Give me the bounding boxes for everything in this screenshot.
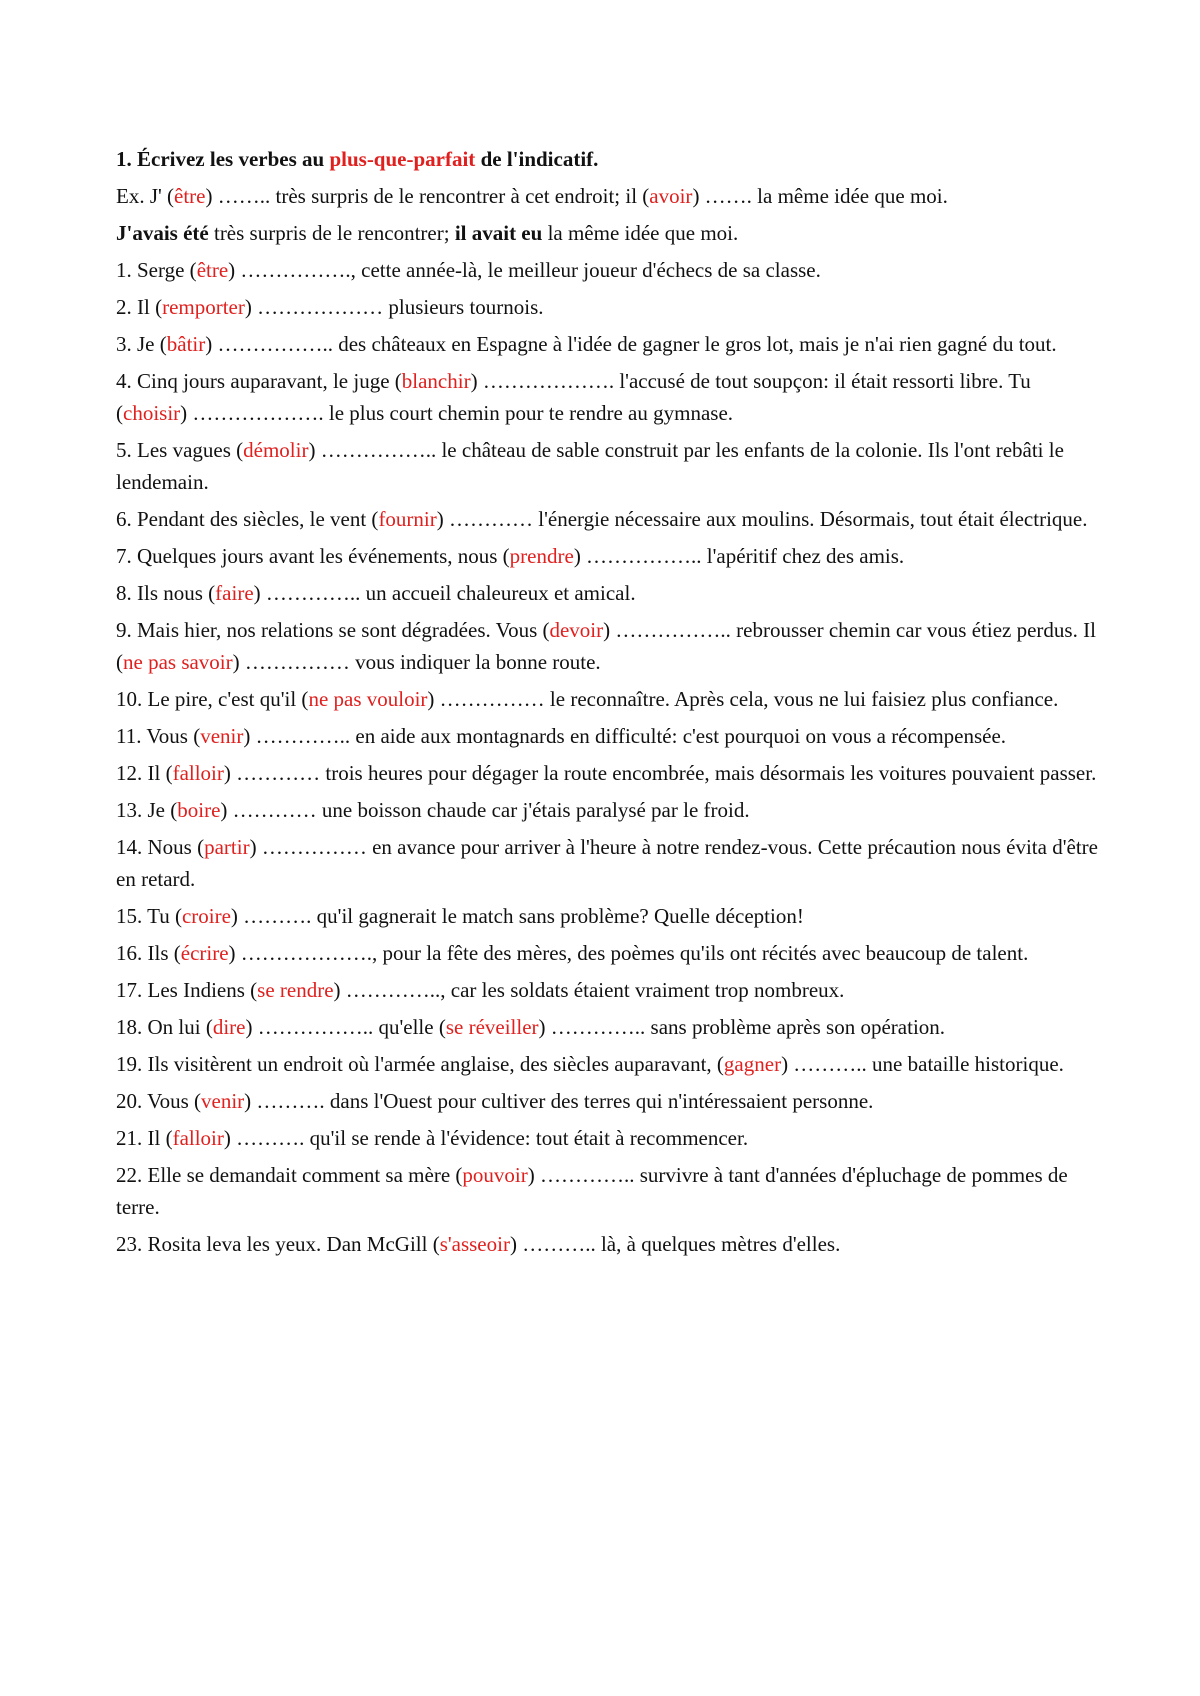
example-answer: [116, 217, 1106, 249]
sentence-text: 19. Ils visitèrent un endroit où l'armée anglaise, des siècles auparavant, (: [116, 1052, 724, 1076]
exercise-item: [116, 328, 1106, 360]
sentence-text: Ex. J' (: [116, 184, 175, 208]
verb-infinitive: dire: [212, 1015, 246, 1039]
sentence-text: 6. Pendant des siècles, le vent (: [116, 507, 379, 531]
sentence-text: 1. Serge (: [116, 258, 197, 282]
answer-text: il avait eu: [454, 221, 543, 245]
verb-infinitive: se réveiller: [445, 1015, 539, 1039]
verb-infinitive: être: [196, 258, 229, 282]
exercise-item: [116, 1228, 1106, 1260]
sentence-text: ) ………….. un accueil chaleureux et amical.: [253, 581, 636, 605]
sentence-text: ) ……….. une bataille historique.: [781, 1052, 1064, 1076]
sentence-text: ) ……………., cette année-là, le meilleur joueur d'échecs de sa classe.: [228, 258, 821, 282]
exercise-item: [116, 365, 1106, 429]
sentence-text: ) ………… l'énergie nécessaire aux moulins. Désormais, tout était électrique.: [436, 507, 1088, 531]
verb-infinitive: devoir: [549, 618, 604, 642]
sentence-text: ) ………. qu'il se rende à l'évidence: tout était à recommencer.: [223, 1126, 749, 1150]
sentence-text: 12. Il (: [116, 761, 173, 785]
verb-infinitive: fournir: [378, 507, 437, 531]
exercise-content: [116, 143, 1106, 1265]
exercise-item: [116, 683, 1106, 715]
sentence-text: ) …………….. rebrousser chemin car vous étiez perdus. Il (: [116, 618, 1096, 674]
sentence-text: 8. Ils nous (: [116, 581, 216, 605]
verb-infinitive: pouvoir: [462, 1163, 528, 1187]
verb-infinitive: partir: [204, 835, 250, 859]
sentence-text: ) ………… une boisson chaude car j'étais paralysé par le froid.: [220, 798, 750, 822]
exercise-items: [116, 254, 1106, 1260]
sentence-text: ) ………………., pour la fête des mères, des poèmes qu'ils ont récités avec beaucoup de talent.: [228, 941, 1029, 965]
sentence-text: ) ………….., car les soldats étaient vraiment trop nombreux.: [333, 978, 845, 1002]
sentence-text: 10. Le pire, c'est qu'il (: [116, 687, 309, 711]
verb-infinitive: bâtir: [166, 332, 206, 356]
sentence-text: 22. Elle se demandait comment sa mère (: [116, 1163, 463, 1187]
exercise-item: [116, 291, 1106, 323]
sentence-text: ) ………….. survivre à tant d'années d'épluchage de pommes de terre.: [116, 1163, 1068, 1219]
sentence-text: 14. Nous (: [116, 835, 205, 859]
verb-infinitive: venir: [200, 724, 244, 748]
sentence-text: 23. Rosita leva les yeux. Dan McGill (: [116, 1232, 440, 1256]
sentence-text: 21. Il (: [116, 1126, 173, 1150]
sentence-text: 4. Cinq jours auparavant, le juge (: [116, 369, 402, 393]
exercise-item: [116, 794, 1106, 826]
verb-infinitive: venir: [201, 1089, 245, 1113]
sentence-text: 17. Les Indiens (: [116, 978, 258, 1002]
answer-text: J'avais été: [116, 221, 209, 245]
sentence-text: 20. Vous (: [116, 1089, 201, 1113]
verb-infinitive: ne pas vouloir: [308, 687, 428, 711]
exercise-title: [116, 143, 1106, 175]
sentence-text: 7. Quelques jours avant les événements, nous (: [116, 544, 510, 568]
exercise-item: [116, 434, 1106, 498]
sentence-text: ) ………. dans l'Ouest pour cultiver des terres qui n'intéressaient personne.: [244, 1089, 874, 1113]
verb-infinitive: falloir: [172, 1126, 224, 1150]
sentence-text: ) ………………. le plus court chemin pour te rendre au gymnase.: [180, 401, 734, 425]
exercise-item: [116, 1048, 1106, 1080]
verb-infinitive: blanchir: [401, 369, 471, 393]
exercise-item: [116, 974, 1106, 1006]
verb-infinitive: remporter: [162, 295, 245, 319]
exercise-item: [116, 503, 1106, 535]
verb-infinitive: avoir: [649, 184, 693, 208]
verb-infinitive: écrire: [180, 941, 229, 965]
title-highlight: plus-que-parfait: [329, 147, 476, 171]
sentence-text: ) …………… vous indiquer la bonne route.: [232, 650, 601, 674]
sentence-text: ) …………….. le château de sable construit par les enfants de la colonie. Ils l'ont rebâti le lendemain.: [116, 438, 1064, 494]
sentence-text: ) …….. très surpris de le rencontrer à cet endroit; il (: [205, 184, 650, 208]
verb-infinitive: croire: [181, 904, 231, 928]
exercise-item: [116, 757, 1106, 789]
verb-infinitive: faire: [215, 581, 254, 605]
sentence-text: ) ……….. là, à quelques mètres d'elles.: [509, 1232, 841, 1256]
verb-infinitive: prendre: [509, 544, 574, 568]
exercise-item: [116, 540, 1106, 572]
sentence-text: ) ………….. sans problème après son opération.: [538, 1015, 946, 1039]
sentence-text: 16. Ils (: [116, 941, 181, 965]
verb-infinitive: choisir: [123, 401, 181, 425]
verb-infinitive: s'asseoir: [439, 1232, 510, 1256]
example-sentence: [116, 180, 1106, 212]
sentence-text: ) ………… trois heures pour dégager la route encombrée, mais désormais les voitures pouvaient passer.: [223, 761, 1097, 785]
sentence-text: 9. Mais hier, nos relations se sont dégradées. Vous (: [116, 618, 550, 642]
exercise-item: [116, 831, 1106, 895]
sentence-text: ) …………….. des châteaux en Espagne à l'idée de gagner le gros lot, mais je n'ai rien gagné du tout.: [205, 332, 1057, 356]
exercise-item: [116, 614, 1106, 678]
exercise-item: [116, 577, 1106, 609]
sentence-text: ) ……. la même idée que moi.: [692, 184, 948, 208]
exercise-item: [116, 1085, 1106, 1117]
sentence-text: 3. Je (: [116, 332, 167, 356]
exercise-item: [116, 1122, 1106, 1154]
sentence-text: ) ………………. l'accusé de tout soupçon: il était ressorti libre. Tu (: [116, 369, 1031, 425]
exercise-item: [116, 254, 1106, 286]
sentence-text: 13. Je (: [116, 798, 178, 822]
exercise-item: [116, 1159, 1106, 1223]
title-prefix: 1. Écrivez les verbes au: [116, 147, 330, 171]
sentence-text: 2. Il (: [116, 295, 163, 319]
exercise-item: [116, 1011, 1106, 1043]
sentence-text: 5. Les vagues (: [116, 438, 244, 462]
sentence-text: ) ……………… plusieurs tournois.: [244, 295, 544, 319]
verb-infinitive: être: [174, 184, 206, 208]
verb-infinitive: falloir: [172, 761, 224, 785]
exercise-item: [116, 720, 1106, 752]
sentence-text: ) ………….. en aide aux montagnards en difficulté: c'est pourquoi on vous a récompensée.: [243, 724, 1007, 748]
exercise-item: [116, 900, 1106, 932]
sentence-text: 11. Vous (: [116, 724, 201, 748]
verb-infinitive: démolir: [243, 438, 309, 462]
sentence-text: la même idée que moi.: [542, 221, 739, 245]
verb-infinitive: se rendre: [257, 978, 334, 1002]
sentence-text: ) …………….. qu'elle (: [245, 1015, 446, 1039]
sentence-text: très surpris de le rencontrer;: [208, 221, 455, 245]
sentence-text: 18. On lui (: [116, 1015, 213, 1039]
exercise-item: [116, 937, 1106, 969]
sentence-text: ) …………….. l'apéritif chez des amis.: [573, 544, 905, 568]
sentence-text: ) …………… en avance pour arriver à l'heure à notre rendez-vous. Cette précaution nous évita d'être en retard.: [116, 835, 1098, 891]
sentence-text: ) ………. qu'il gagnerait le match sans problème? Quelle déception!: [230, 904, 804, 928]
verb-infinitive: boire: [177, 798, 221, 822]
sentence-text: 15. Tu (: [116, 904, 182, 928]
verb-infinitive: gagner: [723, 1052, 782, 1076]
verb-infinitive: ne pas savoir: [123, 650, 233, 674]
sentence-text: ) …………… le reconnaître. Après cela, vous ne lui faisiez plus confiance.: [427, 687, 1059, 711]
title-suffix: de l'indicatif.: [475, 147, 599, 171]
